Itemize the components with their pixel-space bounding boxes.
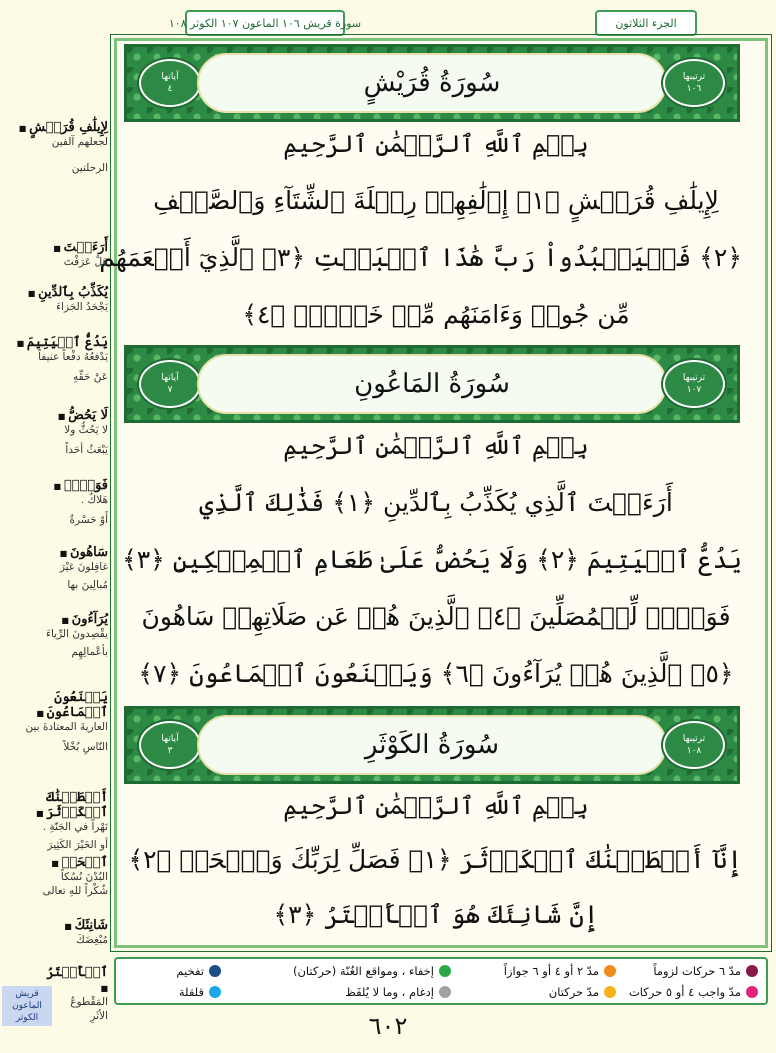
legend-item: إدغام ، وما لا يُلفَظ [345, 985, 451, 999]
color-dot-icon [746, 986, 758, 998]
basmala: بِسۡمِ ٱللَّهِ ٱلرَّحۡمَٰنِ ٱلرَّحِيمِ [283, 432, 589, 460]
sura-title: سُورَةُ الكَوْثَرِ [364, 730, 500, 760]
verse-line: أَرَءَيۡتَ ٱلَّذِي يُكَذِّبُ بِٱلدِّينِ ﴿١﴾ فَذَٰلِكَ ٱلَّذِي [199, 488, 673, 517]
legend-item: مدّ حركتان [549, 985, 616, 999]
legend-item: مدّ ٦ حركات لزوماً [653, 964, 758, 978]
glossary-word: يُكَذِّبُ بِٱلدِّينِ ■ [4, 285, 108, 300]
verse-line: فَوَيۡلٞ لِّلۡمُصَلِّينَ ﴿٤﴾ ٱلَّذِينَ هُمۡ عَن صَلَاتِهِمۡ سَاهُونَ [141, 602, 731, 631]
legend-item: مدّ واجب ٤ أو ٥ حركات [629, 985, 758, 999]
glossary-word: ٱلۡأَبۡتَرُ ■ [52, 965, 108, 995]
glossary-entry: شَانِئَكَ ■ مُبْغِضَكَ [4, 918, 108, 947]
suras-label-box: قريش الماعون الكوثر [2, 986, 52, 1026]
glossary-entry: لِإِيلَٰفِ قُرَيۡشٍ ■ لجعلهم آلفين الرحلتين [4, 120, 108, 175]
color-dot-icon [209, 986, 221, 998]
glossary-entry: يَمۡنَعُونَ ٱلۡمَاعُونَ ■ العاريةَ المعتادةَ بين النّاسِ بُخْلاً [4, 690, 108, 754]
glossary-entry: أَرَءَيۡتَ ■ هَلْ عَرَفْتَ [4, 240, 108, 269]
glossary-entry: سَاهُونَ ■ غافِلونَ غيْرَ مُبالِينَ بها [4, 545, 108, 592]
verse-line: ﴿٢﴾ فَلۡيَعۡبُدُواْ رَبَّ هَٰذَا ٱلۡبَيۡتِ ﴿٣﴾ ٱلَّذِيٓ أَطۡعَمَهُم [99, 243, 742, 272]
juz-header: الجزء الثلاثون [595, 10, 697, 36]
glossary-entry: لَا يَحُضُّ ■ لا يَحُثُّ ولا يَبْعَثُ أحَداً [4, 408, 108, 457]
banner-cartouche [197, 354, 667, 414]
verse-line: إِنَّآ أَعۡطَيۡنَٰكَ ٱلۡكَوۡثَرَ ﴿١﴾ فَصَلِّ لِرَبِّكَ وَٱنۡحَرۡ ﴿٢﴾ [128, 845, 742, 874]
ayat-count-medal: آياتها ٧ [139, 360, 201, 408]
legend-item: مدّ ٢ أو ٤ أو ٦ جوازاً [504, 964, 616, 978]
glossary-entry: فَوَيۡلٞ ■ هَلاكٌ . أَوْ حَسْرةٌ [4, 478, 108, 527]
banner-cartouche [197, 715, 667, 775]
glossary-word: شَانِئَكَ ■ [4, 918, 108, 933]
color-dot-icon [604, 965, 616, 977]
glossary-word: يَدُعُّ ٱلۡيَتِيمَ ■ [4, 335, 108, 350]
verse-line: مِّن جُوعٖ وَءَامَنَهُم مِّنۡ خَوۡفِۭ ﴿٤﴾ [242, 300, 630, 329]
glossary-word: لِإِيلَٰفِ قُرَيۡشٍ ■ [4, 120, 108, 135]
sura-banner-quraysh [124, 44, 740, 122]
color-dot-icon [746, 965, 758, 977]
basmala: بِسۡمِ ٱللَّهِ ٱلرَّحۡمَٰنِ ٱلرَّحِيمِ [283, 792, 589, 820]
sura-banner-maun [124, 345, 740, 423]
glossary-word: أَعۡطَيۡنَٰكَ ٱلۡكَوۡثَرَ ■ [4, 790, 108, 820]
glossary-entry: يُرَآءُونَ ■ يقْصِدونَ الرِّياءَ بأعْمالِهِم [4, 612, 108, 659]
sura-order-medal: ترتيبها ١٠٦ [663, 59, 725, 107]
page-number: ٦٠٢ [368, 1012, 408, 1040]
sura-title: سُورَةُ قُرَيْشٍ [363, 68, 501, 98]
sura-banner-kawthar [124, 706, 740, 784]
glossary-word: لَا يَحُضُّ ■ [4, 408, 108, 423]
ayat-count-medal: آياتها ٤ [139, 59, 201, 107]
color-dot-icon [604, 986, 616, 998]
verse-line: ﴿٥﴾ ٱلَّذِينَ هُمۡ يُرَآءُونَ ﴿٦﴾ وَيَمۡنَعُونَ ٱلۡمَاعُونَ ﴿٧﴾ [138, 659, 734, 688]
glossary-entry: ٱلۡأَبۡتَرُ ■ المَقْطوعُ الأثَرِ [52, 965, 108, 1023]
verse-line: لِإِيلَٰفِ قُرَيۡشٍ ﴿١﴾ إِۦلَٰفِهِمۡ رِحۡلَةَ ٱلشِّتَآءِ وَٱلصَّيۡفِ [153, 186, 719, 215]
legend-item: إخفاء ، ومواقع الغُنّة (حركتان) [293, 964, 451, 978]
verse-line: يَدُعُّ ٱلۡيَتِيمَ ﴿٢﴾ وَلَا يَحُضُّ عَلَىٰ طَعَامِ ٱلۡمِسۡكِينِ ﴿٣﴾ [122, 545, 742, 574]
banner-cartouche [197, 53, 667, 113]
glossary-entry: يَدُعُّ ٱلۡيَتِيمَ ■ يَدْفعُهُ دفْعاً عنيفاً عَنْ حَقِّهِ [4, 335, 108, 384]
glossary-word: يَمۡنَعُونَ ٱلۡمَاعُونَ ■ [4, 690, 108, 720]
verse-line: إِنَّ شَانِئَكَ هُوَ ٱلۡأَبۡتَرُ ﴿٣﴾ [273, 900, 599, 929]
tajweed-legend [114, 957, 768, 1005]
legend-item: قلقلة [179, 985, 221, 999]
color-dot-icon [209, 965, 221, 977]
color-dot-icon [439, 986, 451, 998]
sura-order-medal: ترتيبها ١٠٨ [663, 721, 725, 769]
glossary-word: ٱنۡحَرۡ ■ [4, 855, 108, 870]
ayat-count-medal: آياتها ٣ [139, 721, 201, 769]
glossary-entry: أَعۡطَيۡنَٰكَ ٱلۡكَوۡثَرَ ■ نَهْراً في الجَنّةِ . أو الخَيْرَ الكَثِيرَ [4, 790, 108, 852]
legend-item: تفخيم [176, 964, 221, 978]
color-dot-icon [439, 965, 451, 977]
glossary-word: يُرَآءُونَ ■ [4, 612, 108, 627]
basmala: بِسۡمِ ٱللَّهِ ٱلرَّحۡمَٰنِ ٱلرَّحِيمِ [283, 130, 589, 158]
suras-header: سورة قريش ١٠٦ الماعون ١٠٧ الكوثر ١٠٨ [185, 10, 345, 36]
sura-title: سُورَةُ المَاعُونِ [354, 369, 510, 399]
glossary-entry: يُكَذِّبُ بِٱلدِّينِ ■ يَجْحَدُ الجَزاءَ [4, 285, 108, 314]
sura-order-medal: ترتيبها ١٠٧ [663, 360, 725, 408]
glossary-entry: ٱنۡحَرۡ ■ البُدْنَ نُسُكاً شُكْراً للهِ تعالى [4, 855, 108, 898]
glossary-word: سَاهُونَ ■ [4, 545, 108, 560]
glossary-word: فَوَيۡلٞ ■ [4, 478, 108, 493]
glossary-word: أَرَءَيۡتَ ■ [4, 240, 108, 255]
